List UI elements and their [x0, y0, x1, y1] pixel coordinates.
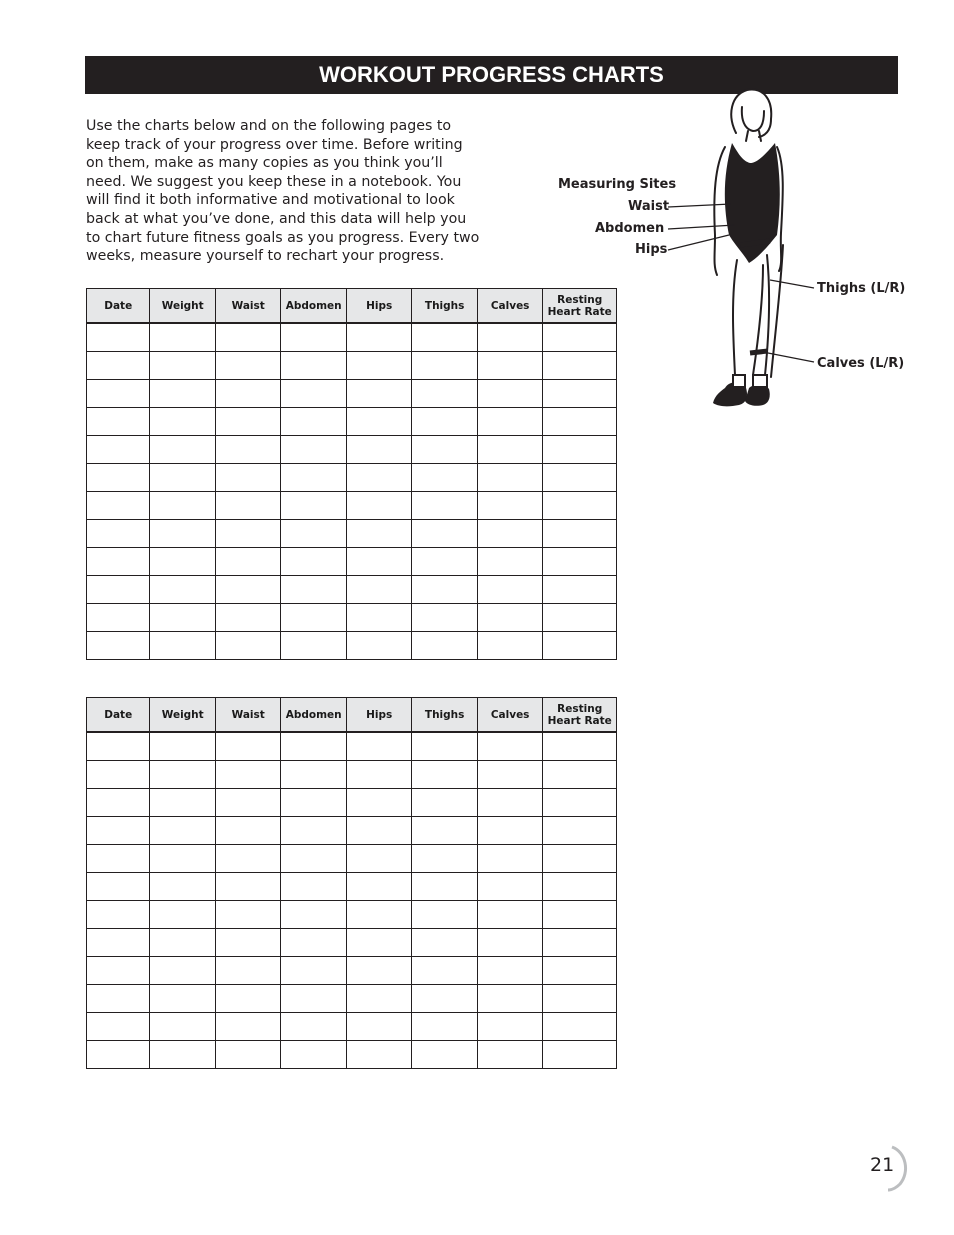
entry-cell[interactable] [87, 352, 150, 380]
entry-cell[interactable] [215, 789, 280, 817]
intro-paragraph [86, 117, 506, 266]
intro-line: to chart future fitness goals as you progress. Every two [86, 229, 480, 246]
entry-cell[interactable] [281, 492, 346, 520]
intro-line: keep track of your progress over time. Before writing [86, 136, 463, 153]
entry-cell[interactable] [150, 845, 215, 873]
entry-cell[interactable] [543, 632, 617, 660]
entry-cell[interactable] [543, 492, 617, 520]
entry-cell[interactable] [215, 464, 280, 492]
entry-cell[interactable] [281, 632, 346, 660]
intro-line: back at what you’ve done, and this data will help you [86, 210, 467, 227]
entry-cell[interactable] [150, 1013, 215, 1041]
intro-line: Use the charts below and on the following pages to [86, 118, 452, 134]
entry-cell[interactable] [477, 604, 542, 632]
entry-cell[interactable] [412, 845, 477, 873]
entry-cell[interactable] [87, 1041, 150, 1069]
entry-cell[interactable] [477, 789, 542, 817]
entry-cell[interactable] [543, 1041, 617, 1069]
table-body [87, 732, 617, 1069]
entry-cell[interactable] [477, 817, 542, 845]
entry-cell[interactable] [346, 604, 411, 632]
entry-cell[interactable] [281, 604, 346, 632]
column-header-waist: Waist [215, 289, 280, 324]
entry-cell[interactable] [150, 817, 215, 845]
entry-cell[interactable] [543, 732, 617, 761]
table-row [87, 548, 617, 576]
entry-cell[interactable] [281, 929, 346, 957]
entry-cell[interactable] [150, 957, 215, 985]
column-header-abdomen: Abdomen [281, 698, 346, 733]
entry-cell[interactable] [412, 464, 477, 492]
entry-cell[interactable] [477, 1041, 542, 1069]
entry-cell[interactable] [477, 761, 542, 789]
entry-cell[interactable] [543, 761, 617, 789]
entry-cell[interactable] [412, 957, 477, 985]
entry-cell[interactable] [543, 464, 617, 492]
entry-cell[interactable] [281, 548, 346, 576]
table-header-row [87, 289, 617, 324]
header-line: Resting [557, 293, 603, 306]
table-row [87, 520, 617, 548]
entry-cell[interactable] [87, 520, 150, 548]
header-line: Heart Rate [547, 714, 612, 727]
page-title-text: WORKOUT PROGRESS CHARTS [319, 62, 664, 87]
entry-cell[interactable] [412, 380, 477, 408]
table-row [87, 604, 617, 632]
entry-cell[interactable] [412, 761, 477, 789]
entry-cell[interactable] [412, 732, 477, 761]
entry-cell[interactable] [543, 604, 617, 632]
entry-cell[interactable] [150, 929, 215, 957]
entry-cell[interactable] [150, 352, 215, 380]
entry-cell[interactable] [215, 576, 280, 604]
entry-cell[interactable] [412, 985, 477, 1013]
entry-cell[interactable] [150, 520, 215, 548]
entry-cell[interactable] [412, 929, 477, 957]
entry-cell[interactable] [87, 408, 150, 436]
entry-cell[interactable] [477, 957, 542, 985]
entry-cell[interactable] [281, 901, 346, 929]
entry-cell[interactable] [215, 436, 280, 464]
entry-cell[interactable] [87, 548, 150, 576]
table-row [87, 817, 617, 845]
column-header-thighs: Thighs [412, 698, 477, 733]
entry-cell[interactable] [281, 408, 346, 436]
entry-cell[interactable] [477, 464, 542, 492]
entry-cell[interactable] [215, 929, 280, 957]
entry-cell[interactable] [215, 548, 280, 576]
entry-cell[interactable] [150, 873, 215, 901]
entry-cell[interactable] [412, 352, 477, 380]
table-row [87, 464, 617, 492]
entry-cell[interactable] [215, 380, 280, 408]
entry-cell[interactable] [412, 789, 477, 817]
progress-table-1 [86, 288, 617, 660]
entry-cell[interactable] [346, 520, 411, 548]
column-header-abdomen: Abdomen [281, 289, 346, 324]
entry-cell[interactable] [346, 492, 411, 520]
entry-cell[interactable] [87, 576, 150, 604]
column-header-calves: Calves [477, 698, 542, 733]
entry-cell[interactable] [87, 323, 150, 352]
entry-cell[interactable] [346, 761, 411, 789]
entry-cell[interactable] [346, 380, 411, 408]
entry-cell[interactable] [346, 436, 411, 464]
label-thighs: Thighs (L/R) [817, 281, 906, 296]
entry-cell[interactable] [543, 548, 617, 576]
entry-cell[interactable] [87, 464, 150, 492]
entry-cell[interactable] [412, 817, 477, 845]
entry-cell[interactable] [477, 576, 542, 604]
entry-cell[interactable] [346, 464, 411, 492]
entry-cell[interactable] [281, 380, 346, 408]
entry-cell[interactable] [281, 789, 346, 817]
entry-cell[interactable] [477, 929, 542, 957]
entry-cell[interactable] [412, 408, 477, 436]
entry-cell[interactable] [412, 1013, 477, 1041]
table-row [87, 576, 617, 604]
entry-cell[interactable] [87, 957, 150, 985]
entry-cell[interactable] [543, 789, 617, 817]
entry-cell[interactable] [281, 761, 346, 789]
entry-cell[interactable] [477, 408, 542, 436]
column-header-thighs: Thighs [412, 289, 477, 324]
intro-line: on them, make as many copies as you think you’ll [86, 155, 443, 172]
entry-cell[interactable] [412, 520, 477, 548]
entry-cell[interactable] [215, 520, 280, 548]
entry-cell[interactable] [543, 1013, 617, 1041]
entry-cell[interactable] [346, 323, 411, 352]
entry-cell[interactable] [346, 929, 411, 957]
entry-cell[interactable] [87, 732, 150, 761]
entry-cell[interactable] [477, 845, 542, 873]
entry-cell[interactable] [281, 520, 346, 548]
entry-cell[interactable] [87, 436, 150, 464]
entry-cell[interactable] [215, 985, 280, 1013]
table-row [87, 1013, 617, 1041]
entry-cell[interactable] [477, 548, 542, 576]
entry-cell[interactable] [346, 732, 411, 761]
entry-cell[interactable] [87, 845, 150, 873]
entry-cell[interactable] [215, 492, 280, 520]
entry-cell[interactable] [412, 576, 477, 604]
entry-cell[interactable] [215, 352, 280, 380]
entry-cell[interactable] [281, 732, 346, 761]
entry-cell[interactable] [543, 957, 617, 985]
entry-cell[interactable] [150, 380, 215, 408]
entry-cell[interactable] [477, 985, 542, 1013]
entry-cell[interactable] [281, 817, 346, 845]
entry-cell[interactable] [87, 901, 150, 929]
table-row [87, 761, 617, 789]
intro-line: need. We suggest you keep these in a notebook. You [86, 173, 462, 190]
entry-cell[interactable] [281, 1013, 346, 1041]
entry-cell[interactable] [215, 873, 280, 901]
entry-cell[interactable] [281, 464, 346, 492]
entry-cell[interactable] [281, 323, 346, 352]
entry-cell[interactable] [150, 492, 215, 520]
table-row [87, 873, 617, 901]
header-line: Resting [557, 702, 603, 715]
entry-cell[interactable] [87, 632, 150, 660]
entry-cell[interactable] [150, 789, 215, 817]
entry-cell[interactable] [543, 817, 617, 845]
table-row [87, 929, 617, 957]
entry-cell[interactable] [87, 604, 150, 632]
entry-cell[interactable] [281, 1041, 346, 1069]
entry-cell[interactable] [543, 985, 617, 1013]
entry-cell[interactable] [87, 789, 150, 817]
table-row [87, 845, 617, 873]
table-row [87, 380, 617, 408]
entry-cell[interactable] [477, 492, 542, 520]
entry-cell[interactable] [346, 985, 411, 1013]
entry-cell[interactable] [87, 1013, 150, 1041]
entry-cell[interactable] [543, 929, 617, 957]
entry-cell[interactable] [87, 985, 150, 1013]
entry-cell[interactable] [215, 1041, 280, 1069]
entry-cell[interactable] [543, 845, 617, 873]
entry-cell[interactable] [412, 632, 477, 660]
entry-cell[interactable] [346, 352, 411, 380]
entry-cell[interactable] [215, 408, 280, 436]
entry-cell[interactable] [150, 732, 215, 761]
entry-cell[interactable] [346, 576, 411, 604]
entry-cell[interactable] [150, 1041, 215, 1069]
column-header-resting-heart-rate [543, 698, 617, 733]
label-measuring-sites: Measuring Sites [558, 177, 677, 192]
label-calves: Calves (L/R) [817, 356, 905, 371]
entry-cell[interactable] [150, 436, 215, 464]
table-row [87, 732, 617, 761]
entry-cell[interactable] [281, 957, 346, 985]
column-header-date: Date [87, 289, 150, 324]
entry-cell[interactable] [150, 323, 215, 352]
entry-cell[interactable] [346, 1013, 411, 1041]
table-row [87, 957, 617, 985]
intro-line: will find it both informative and motivational to look [86, 192, 455, 209]
entry-cell[interactable] [346, 957, 411, 985]
entry-cell[interactable] [150, 548, 215, 576]
table-row [87, 492, 617, 520]
entry-cell[interactable] [215, 761, 280, 789]
table-row [87, 1041, 617, 1069]
entry-cell[interactable] [150, 901, 215, 929]
entry-cell[interactable] [281, 436, 346, 464]
label-waist: Waist [628, 199, 670, 214]
table-row [87, 352, 617, 380]
entry-cell[interactable] [346, 873, 411, 901]
entry-cell[interactable] [215, 901, 280, 929]
entry-cell[interactable] [543, 520, 617, 548]
entry-cell[interactable] [477, 732, 542, 761]
entry-cell[interactable] [215, 323, 280, 352]
entry-cell[interactable] [543, 436, 617, 464]
entry-cell[interactable] [412, 604, 477, 632]
entry-cell[interactable] [346, 632, 411, 660]
entry-cell[interactable] [87, 380, 150, 408]
column-header-hips: Hips [346, 289, 411, 324]
entry-cell[interactable] [346, 817, 411, 845]
table-row [87, 408, 617, 436]
table-row [87, 436, 617, 464]
table-row [87, 632, 617, 660]
entry-cell[interactable] [281, 576, 346, 604]
measuring-sites-figure [545, 85, 925, 425]
entry-cell[interactable] [477, 632, 542, 660]
woman-figure-illustration [545, 85, 925, 425]
entry-cell[interactable] [412, 548, 477, 576]
entry-cell[interactable] [281, 352, 346, 380]
entry-cell[interactable] [412, 1041, 477, 1069]
entry-cell[interactable] [150, 576, 215, 604]
progress-table-2 [86, 697, 617, 1069]
entry-cell[interactable] [412, 901, 477, 929]
entry-cell[interactable] [87, 929, 150, 957]
column-header-calves: Calves [477, 289, 542, 324]
entry-cell[interactable] [87, 817, 150, 845]
entry-cell[interactable] [150, 604, 215, 632]
entry-cell[interactable] [215, 604, 280, 632]
entry-cell[interactable] [281, 873, 346, 901]
entry-cell[interactable] [477, 1013, 542, 1041]
entry-cell[interactable] [477, 520, 542, 548]
column-header-hips: Hips [346, 698, 411, 733]
entry-cell[interactable] [215, 817, 280, 845]
entry-cell[interactable] [477, 380, 542, 408]
entry-cell[interactable] [477, 436, 542, 464]
entry-cell[interactable] [477, 352, 542, 380]
entry-cell[interactable] [346, 408, 411, 436]
entry-cell[interactable] [87, 873, 150, 901]
entry-cell[interactable] [477, 323, 542, 352]
table-body [87, 323, 617, 660]
entry-cell[interactable] [346, 845, 411, 873]
column-header-weight: Weight [150, 289, 215, 324]
entry-cell[interactable] [215, 632, 280, 660]
table-header-row [87, 698, 617, 733]
column-header-weight: Weight [150, 698, 215, 733]
page-number-arc-icon [880, 1144, 912, 1192]
header-line: Heart Rate [547, 305, 612, 318]
entry-cell[interactable] [412, 873, 477, 901]
label-hips: Hips [635, 242, 668, 257]
entry-cell[interactable] [346, 789, 411, 817]
entry-cell[interactable] [281, 985, 346, 1013]
entry-cell[interactable] [150, 761, 215, 789]
entry-cell[interactable] [477, 901, 542, 929]
entry-cell[interactable] [543, 576, 617, 604]
entry-cell[interactable] [412, 436, 477, 464]
table-row [87, 901, 617, 929]
entry-cell[interactable] [215, 845, 280, 873]
entry-cell[interactable] [412, 492, 477, 520]
entry-cell[interactable] [150, 985, 215, 1013]
entry-cell[interactable] [150, 632, 215, 660]
entry-cell[interactable] [87, 492, 150, 520]
entry-cell[interactable] [412, 323, 477, 352]
entry-cell[interactable] [346, 1041, 411, 1069]
entry-cell[interactable] [215, 732, 280, 761]
column-header-date: Date [87, 698, 150, 733]
page-number: 21 [870, 1154, 895, 1176]
entry-cell[interactable] [543, 873, 617, 901]
entry-cell[interactable] [346, 548, 411, 576]
column-header-waist: Waist [215, 698, 280, 733]
entry-cell[interactable] [543, 901, 617, 929]
entry-cell[interactable] [150, 408, 215, 436]
entry-cell[interactable] [281, 845, 346, 873]
entry-cell[interactable] [150, 464, 215, 492]
label-abdomen: Abdomen [595, 221, 665, 236]
entry-cell[interactable] [346, 901, 411, 929]
table-row [87, 789, 617, 817]
entry-cell[interactable] [215, 1013, 280, 1041]
entry-cell[interactable] [87, 761, 150, 789]
entry-cell[interactable] [477, 873, 542, 901]
intro-line: weeks, measure yourself to rechart your progress. [86, 248, 445, 265]
entry-cell[interactable] [215, 957, 280, 985]
table-row [87, 323, 617, 352]
table-row [87, 985, 617, 1013]
